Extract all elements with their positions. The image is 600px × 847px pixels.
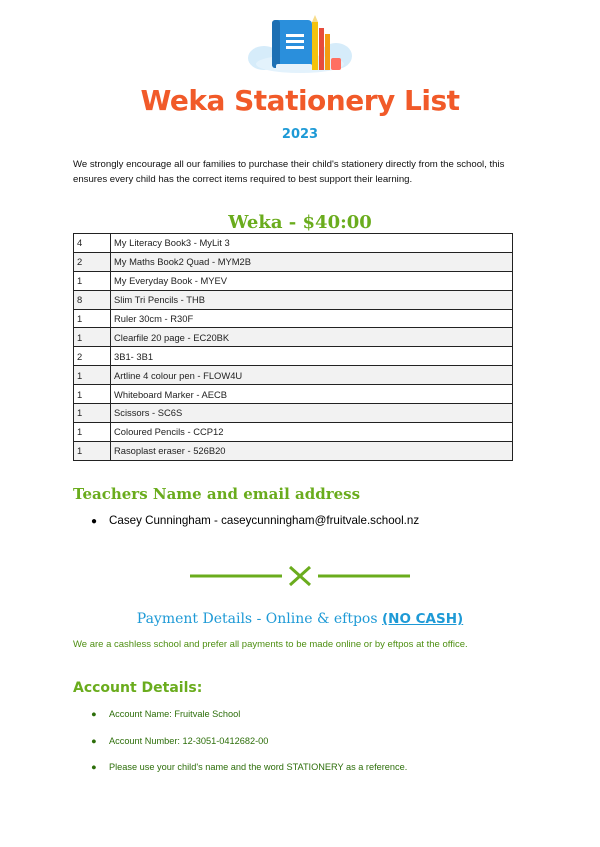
- item-quantity: 1: [74, 422, 111, 441]
- bullet-icon: ●: [91, 736, 97, 746]
- item-quantity: 1: [74, 366, 111, 385]
- item-description: My Literacy Book3 - MyLit 3: [111, 234, 513, 253]
- payment-text: We are a cashless school and prefer all payments to be made online or by eftpos at the office.: [73, 639, 468, 650]
- bullet-icon: ●: [91, 516, 98, 527]
- item-description: Scissors - SC6S: [111, 404, 513, 423]
- table-row: [74, 347, 513, 366]
- item-quantity: 1: [74, 328, 111, 347]
- item-description: My Everyday Book - MYEV: [111, 271, 513, 290]
- no-cash-label: (NO CASH): [381, 611, 464, 627]
- item-description: Artline 4 colour pen - FLOW4U: [111, 366, 513, 385]
- table-row: [74, 422, 513, 441]
- table-row: [74, 404, 513, 423]
- item-quantity: 1: [74, 309, 111, 328]
- item-quantity: 8: [74, 290, 111, 309]
- pack-title: Weka - $40:00: [228, 212, 372, 233]
- item-description: 3B1- 3B1: [111, 347, 513, 366]
- item-quantity: 1: [74, 385, 111, 404]
- item-description: Whiteboard Marker - AECB: [111, 385, 513, 404]
- teacher-contact-text: Casey Cunningham - caseycunningham@fruitvale.school.nz: [109, 514, 420, 527]
- table-row: [74, 290, 513, 309]
- item-description: Slim Tri Pencils - THB: [111, 290, 513, 309]
- intro-paragraph: We strongly encourage all our families to purchase their child's stationery directly from the school, this ensures every child has the correct items required to best support their learning.: [73, 159, 505, 185]
- table-row: [74, 328, 513, 347]
- table-row: [74, 366, 513, 385]
- item-description: Ruler 30cm - R30F: [111, 309, 513, 328]
- stationery-table: [73, 233, 513, 461]
- teacher-contact: [91, 514, 419, 527]
- payment-heading-text: Payment Details - Online & eftpos: [136, 611, 378, 627]
- account-item-text: Account Number: 12-3051-0412682-00: [109, 736, 269, 746]
- books-stationery-icon: [248, 14, 352, 74]
- account-item: [91, 736, 268, 746]
- table-row: [74, 271, 513, 290]
- item-description: Rasoplast eraser - 526B20: [111, 441, 513, 460]
- table-row: [74, 385, 513, 404]
- bullet-icon: ●: [91, 762, 97, 772]
- bullet-icon: ●: [91, 709, 97, 719]
- table-row: [74, 234, 513, 253]
- item-quantity: 2: [74, 347, 111, 366]
- year-subtitle: 2023: [281, 127, 319, 142]
- teacher-heading: Teachers Name and email address: [73, 485, 361, 503]
- table-row: [74, 252, 513, 271]
- account-item-text: Please use your child's name and the word STATIONERY as a reference.: [109, 762, 408, 772]
- table-row: [74, 441, 513, 460]
- item-description: Coloured Pencils - CCP12: [111, 422, 513, 441]
- page-title: Weka Stationery List: [140, 84, 460, 117]
- item-quantity: 1: [74, 404, 111, 423]
- account-heading: Account Details:: [73, 680, 203, 696]
- table-row: [74, 309, 513, 328]
- item-quantity: 2: [74, 252, 111, 271]
- item-description: My Maths Book2 Quad - MYM2B: [111, 252, 513, 271]
- account-item-text: Account Name: Fruitvale School: [109, 709, 241, 719]
- account-item: [91, 762, 407, 772]
- item-description: Clearfile 20 page - EC20BK: [111, 328, 513, 347]
- item-quantity: 1: [74, 271, 111, 290]
- item-quantity: 1: [74, 441, 111, 460]
- payment-heading: [0, 611, 600, 627]
- cross-divider-icon: [190, 565, 410, 587]
- account-item: [91, 709, 240, 719]
- item-quantity: 4: [74, 234, 111, 253]
